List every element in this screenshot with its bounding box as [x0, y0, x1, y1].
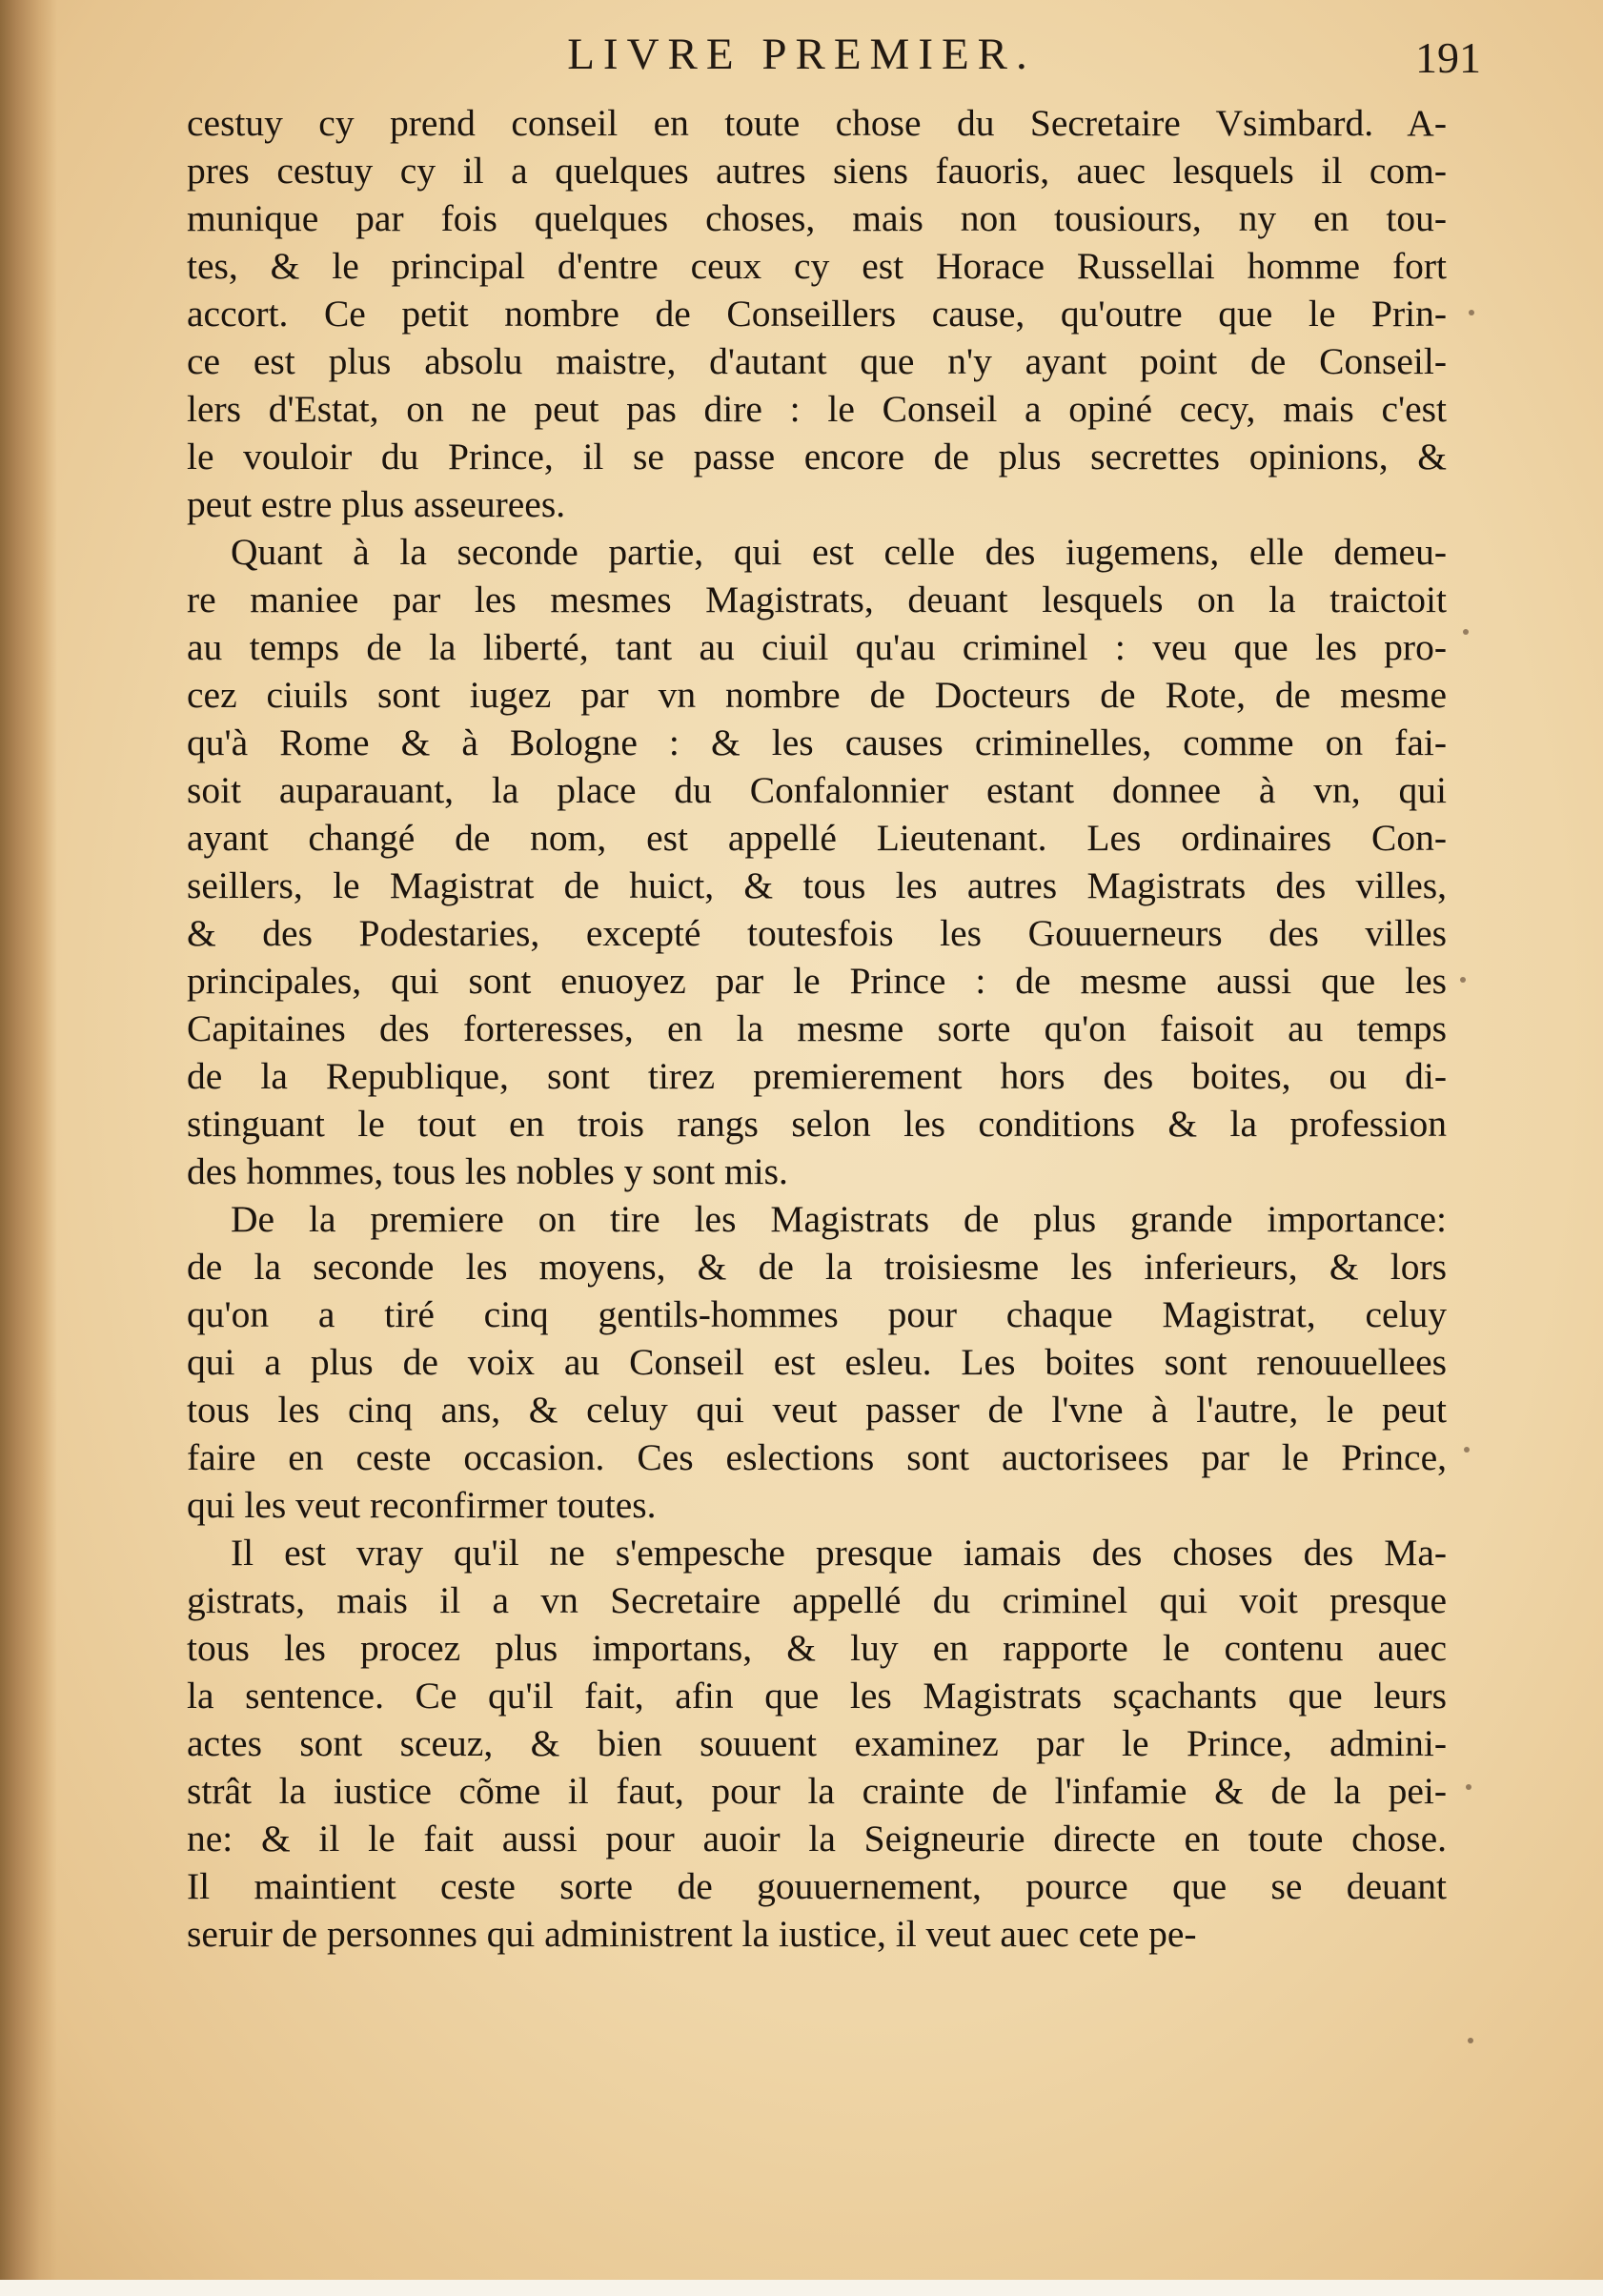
text-line: qui a plus de voix au Conseil est esleu. Les boites sont renouuellees [187, 1341, 1447, 1383]
text-line: accort. Ce petit nombre de Conseillers cause, qu'outre que le Prin- [187, 293, 1447, 335]
margin-mark [1466, 1784, 1471, 1790]
text-line: ne: & il le fait aussi pour auoir la Seigneurie directe en toute chose. [187, 1818, 1447, 1859]
text-line: pres cestuy cy il a quelques autres siens fauoris, auec lesquels il com- [187, 150, 1447, 192]
paragraph [187, 528, 1447, 1195]
text-line: strât la iustice cõme il faut, pour la crainte de l'infamie & de la pei- [187, 1770, 1447, 1812]
text-line: des hommes, tous les nobles y sont mis. [187, 1150, 788, 1192]
text-line: Quant à la seconde partie, qui est celle des iugemens, elle demeu- [231, 531, 1447, 573]
paragraph [187, 1529, 1447, 1958]
text-line: De la premiere on tire les Magistrats de plus grande importance: [231, 1198, 1447, 1240]
running-head: LIVRE PREMIER. [567, 30, 1036, 79]
body-text [187, 99, 1447, 1958]
text-line: stinguant le tout en trois rangs selon les conditions & la profession [187, 1103, 1447, 1145]
text-line: seillers, le Magistrat de huict, & tous les autres Magistrats des villes, [187, 864, 1447, 906]
text-line: munique par fois quelques choses, mais non tousiours, ny en tou- [187, 197, 1447, 239]
text-line: Il maintient ceste sorte de gouuernement, pource que se deuant [187, 1865, 1447, 1907]
paragraph [187, 1195, 1447, 1529]
text-line: au temps de la liberté, tant au ciuil qu'au criminel : veu que les pro- [187, 626, 1447, 668]
page-number: 191 [1415, 33, 1481, 82]
margin-mark [1464, 1447, 1470, 1453]
text-line: lers d'Estat, on ne peut pas dire : le Conseil a opiné cecy, mais c'est [187, 388, 1447, 430]
text-line: gistrats, mais il a vn Secretaire appellé du criminel qui voit presque [187, 1579, 1447, 1621]
text-line: qu'on a tiré cinq gentils-hommes pour chaque Magistrat, celuy [187, 1293, 1447, 1335]
paragraph [187, 99, 1447, 528]
text-line: Capitaines des forteresses, en la mesme sorte qu'on faisoit au temps [187, 1007, 1447, 1049]
text-line: la sentence. Ce qu'il fait, afin que les Magistrats sçachants que leurs [187, 1675, 1447, 1717]
margin-mark [1469, 310, 1474, 315]
text-line: tes, & le principal d'entre ceux cy est Horace Russellai homme fort [187, 245, 1447, 287]
scan-bottom-margin [0, 2280, 1603, 2296]
text-line: tous les procez plus importans, & luy en rapporte le contenu auec [187, 1627, 1447, 1669]
page-header [0, 29, 1603, 86]
text-line: actes sont sceuz, & bien souuent examinez par le Prince, admini- [187, 1722, 1447, 1764]
text-line: cez ciuils sont iugez par vn nombre de Docteurs de Rote, de mesme [187, 674, 1447, 716]
text-line: soit auparauant, la place du Confalonnier estant donnee à vn, qui [187, 769, 1447, 811]
text-line: faire en ceste occasion. Ces eslections sont auctorisees par le Prince, [187, 1436, 1447, 1478]
margin-mark [1468, 2038, 1473, 2043]
text-line: re maniee par les mesmes Magistrats, deuant lesquels on la traictoit [187, 579, 1447, 620]
text-line: qui les veut reconfirmer toutes. [187, 1484, 657, 1526]
text-line: & des Podestaries, excepté toutesfois les Gouuerneurs des villes [187, 912, 1447, 954]
text-line: peut estre plus asseurees. [187, 483, 566, 525]
margin-mark [1460, 977, 1466, 983]
text-line: principales, qui sont enuoyez par le Prince : de mesme aussi que les [187, 960, 1447, 1002]
binding-gutter [0, 0, 57, 2296]
text-line: cestuy cy prend conseil en toute chose du Secretaire Vsimbard. A- [187, 102, 1447, 144]
text-line: ce est plus absolu maistre, d'autant que n'y ayant point de Conseil- [187, 340, 1447, 382]
text-line: qu'à Rome & à Bologne : & les causes criminelles, comme on fai- [187, 721, 1447, 763]
text-line: le vouloir du Prince, il se passe encore de plus secrettes opinions, & [187, 436, 1447, 477]
text-line: seruir de personnes qui administrent la iustice, il veut auec cete pe- [187, 1913, 1197, 1955]
text-line: de la seconde les moyens, & de la troisiesme les inferieurs, & lors [187, 1246, 1447, 1288]
margin-mark [1463, 629, 1469, 635]
text-line: Il est vray qu'il ne s'empesche presque iamais des choses des Ma- [231, 1532, 1447, 1574]
text-line: ayant changé de nom, est appellé Lieutenant. Les ordinaires Con- [187, 817, 1447, 859]
text-line: de la Republique, sont tirez premierement hors des boites, ou di- [187, 1055, 1447, 1097]
text-line: tous les cinq ans, & celuy qui veut passer de l'vne à l'autre, le peut [187, 1389, 1447, 1431]
